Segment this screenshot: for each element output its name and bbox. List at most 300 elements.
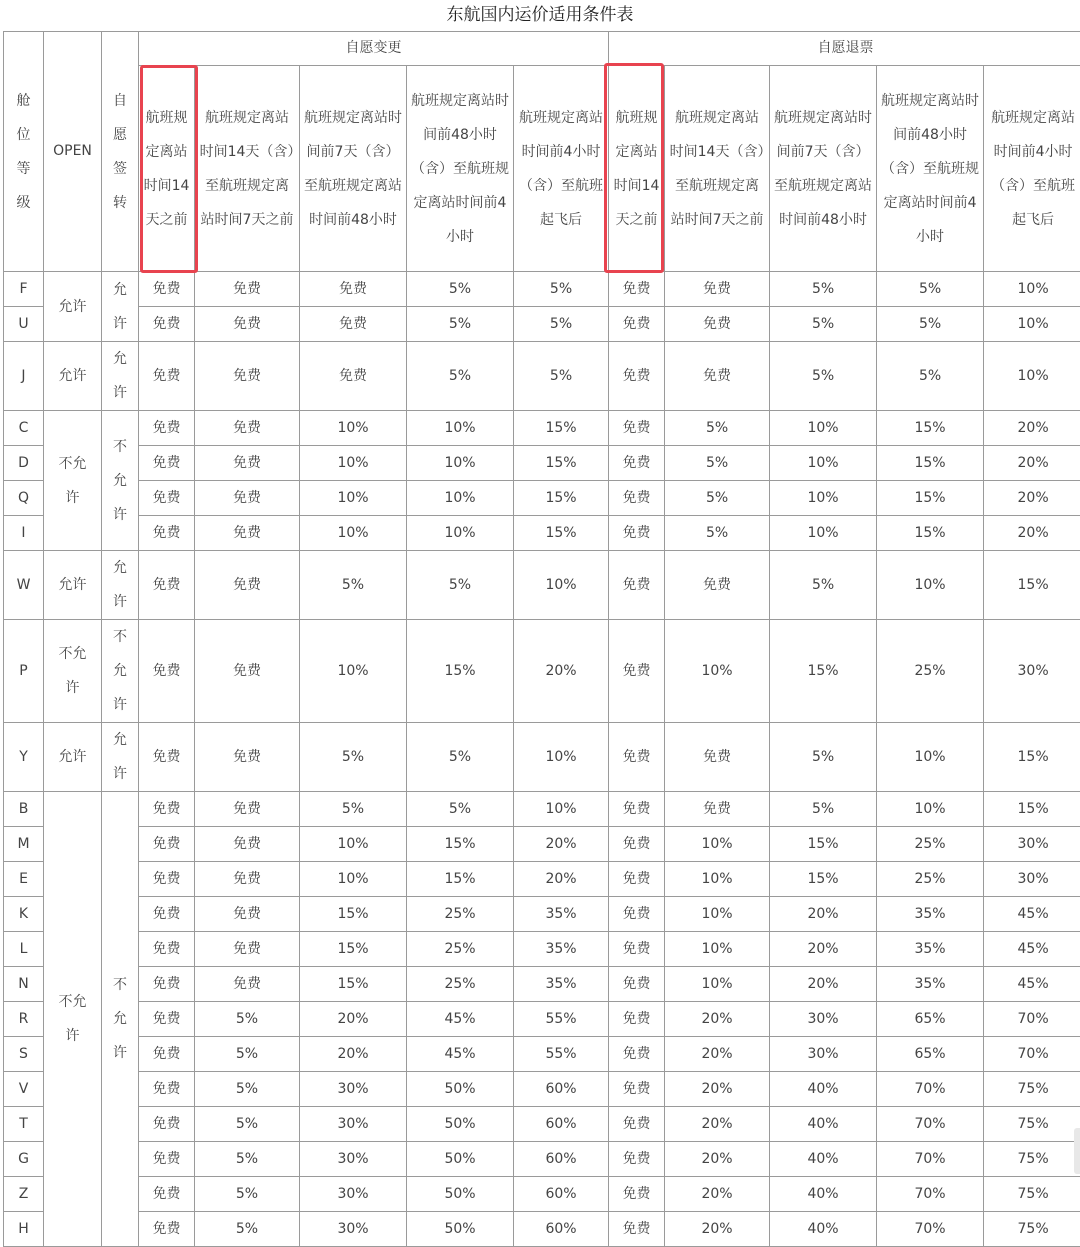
- change-fee-cell: 免费: [139, 516, 195, 551]
- refund-fee-cell: 10%: [984, 307, 1080, 342]
- change-fee-cell: 30%: [300, 1072, 407, 1107]
- cabin-cell: C: [4, 411, 44, 446]
- change-fee-cell: 50%: [407, 1072, 514, 1107]
- change-fee-cell: 10%: [407, 446, 514, 481]
- cabin-cell: J: [4, 342, 44, 411]
- change-fee-cell: 免费: [139, 792, 195, 827]
- refund-col-4: 航班规定离站时间前48小时（含）至航班规定离站时间前4小时: [877, 66, 984, 272]
- change-fee-cell: 免费: [195, 446, 300, 481]
- change-fee-cell: 15%: [514, 481, 609, 516]
- refund-fee-cell: 免费: [609, 967, 665, 1002]
- refund-fee-cell: 免费: [609, 1072, 665, 1107]
- refund-fee-cell: 75%: [984, 1142, 1080, 1177]
- refund-fee-cell: 20%: [984, 446, 1080, 481]
- refund-fee-cell: 30%: [984, 862, 1080, 897]
- refund-fee-cell: 20%: [665, 1072, 770, 1107]
- change-fee-cell: 5%: [407, 307, 514, 342]
- change-fee-cell: 10%: [514, 551, 609, 620]
- refund-fee-cell: 5%: [770, 723, 877, 792]
- change-fee-cell: 免费: [139, 620, 195, 723]
- refund-col-2: 航班规定离站时间14天（含）至航班规定离站时间7天之前: [665, 66, 770, 272]
- change-fee-cell: 5%: [514, 307, 609, 342]
- cabin-cell: G: [4, 1142, 44, 1177]
- change-fee-cell: 20%: [514, 827, 609, 862]
- header-open: OPEN: [44, 32, 102, 272]
- refund-fee-cell: 40%: [770, 1212, 877, 1247]
- change-fee-cell: 免费: [195, 932, 300, 967]
- change-fee-cell: 免费: [139, 446, 195, 481]
- refund-fee-cell: 免费: [609, 792, 665, 827]
- table-row: [4, 342, 1080, 411]
- change-fee-cell: 免费: [300, 342, 407, 411]
- refund-fee-cell: 免费: [609, 620, 665, 723]
- change-fee-cell: 5%: [300, 551, 407, 620]
- open-cell: 允许: [44, 551, 102, 620]
- change-fee-cell: 5%: [514, 342, 609, 411]
- refund-fee-cell: 免费: [609, 723, 665, 792]
- change-fee-cell: 免费: [139, 342, 195, 411]
- refund-fee-cell: 10%: [877, 792, 984, 827]
- change-fee-cell: 20%: [300, 1037, 407, 1072]
- endorse-cell: 允许: [102, 272, 139, 342]
- endorse-cell: 允许: [102, 551, 139, 620]
- refund-fee-cell: 20%: [665, 1037, 770, 1072]
- open-cell: 不允许: [44, 411, 102, 551]
- refund-fee-cell: 70%: [877, 1072, 984, 1107]
- cabin-cell: Y: [4, 723, 44, 792]
- refund-fee-cell: 45%: [984, 932, 1080, 967]
- change-fee-cell: 5%: [300, 792, 407, 827]
- change-fee-cell: 10%: [300, 516, 407, 551]
- cabin-cell: Q: [4, 481, 44, 516]
- change-fee-cell: 60%: [514, 1142, 609, 1177]
- refund-fee-cell: 65%: [877, 1002, 984, 1037]
- refund-fee-cell: 5%: [665, 446, 770, 481]
- change-fee-cell: 20%: [514, 620, 609, 723]
- refund-fee-cell: 70%: [877, 1142, 984, 1177]
- change-fee-cell: 30%: [300, 1142, 407, 1177]
- refund-col-1: 航班规定离站时间14天之前: [609, 66, 665, 272]
- refund-fee-cell: 20%: [770, 897, 877, 932]
- change-fee-cell: 15%: [514, 411, 609, 446]
- change-fee-cell: 免费: [139, 1142, 195, 1177]
- refund-fee-cell: 10%: [984, 272, 1080, 307]
- refund-col-5: 航班规定离站时间前4小时（含）至航班起飞后: [984, 66, 1080, 272]
- change-fee-cell: 免费: [139, 862, 195, 897]
- table-row: [4, 446, 1080, 481]
- change-fee-cell: 免费: [139, 1037, 195, 1072]
- change-fee-cell: 50%: [407, 1142, 514, 1177]
- change-fee-cell: 免费: [139, 551, 195, 620]
- refund-fee-cell: 免费: [609, 411, 665, 446]
- refund-fee-cell: 40%: [770, 1142, 877, 1177]
- refund-fee-cell: 30%: [984, 620, 1080, 723]
- header-endorse: 自愿签转: [102, 32, 139, 272]
- refund-fee-cell: 15%: [770, 827, 877, 862]
- table-row: [4, 862, 1080, 897]
- cabin-cell: D: [4, 446, 44, 481]
- refund-fee-cell: 免费: [609, 1177, 665, 1212]
- change-fee-cell: 免费: [195, 620, 300, 723]
- refund-fee-cell: 免费: [609, 272, 665, 307]
- refund-fee-cell: 免费: [609, 1212, 665, 1247]
- change-fee-cell: 15%: [514, 516, 609, 551]
- refund-fee-cell: 5%: [770, 792, 877, 827]
- cabin-cell: H: [4, 1212, 44, 1247]
- table-row: [4, 620, 1080, 723]
- change-fee-cell: 5%: [195, 1072, 300, 1107]
- change-fee-cell: 35%: [514, 897, 609, 932]
- change-fee-cell: 免费: [139, 967, 195, 1002]
- refund-fee-cell: 免费: [609, 1037, 665, 1072]
- change-fee-cell: 15%: [407, 862, 514, 897]
- table-row: [4, 827, 1080, 862]
- refund-fee-cell: 75%: [984, 1177, 1080, 1212]
- header-voluntary-change: 自愿变更: [139, 32, 609, 66]
- change-col-1: 航班规定离站时间14天之前: [139, 66, 195, 272]
- change-fee-cell: 50%: [407, 1212, 514, 1247]
- table-row: [4, 1142, 1080, 1177]
- cabin-cell: V: [4, 1072, 44, 1107]
- refund-fee-cell: 免费: [609, 827, 665, 862]
- change-fee-cell: 15%: [300, 967, 407, 1002]
- refund-fee-cell: 65%: [877, 1037, 984, 1072]
- table-row: [4, 1107, 1080, 1142]
- change-fee-cell: 60%: [514, 1072, 609, 1107]
- refund-fee-cell: 15%: [984, 723, 1080, 792]
- refund-fee-cell: 15%: [877, 516, 984, 551]
- change-col-3: 航班规定离站时间前7天（含）至航班规定离站时间前48小时: [300, 66, 407, 272]
- refund-fee-cell: 20%: [665, 1142, 770, 1177]
- refund-fee-cell: 25%: [877, 620, 984, 723]
- refund-fee-cell: 35%: [877, 967, 984, 1002]
- cabin-cell: S: [4, 1037, 44, 1072]
- cabin-cell: P: [4, 620, 44, 723]
- endorse-cell: 不允许: [102, 411, 139, 551]
- refund-fee-cell: 30%: [770, 1002, 877, 1037]
- endorse-cell: 允许: [102, 342, 139, 411]
- cabin-cell: I: [4, 516, 44, 551]
- change-fee-cell: 60%: [514, 1107, 609, 1142]
- change-fee-cell: 30%: [300, 1212, 407, 1247]
- refund-fee-cell: 免费: [609, 342, 665, 411]
- change-fee-cell: 35%: [514, 932, 609, 967]
- refund-fee-cell: 免费: [609, 1142, 665, 1177]
- page-title: 东航国内运价适用条件表: [0, 0, 1080, 30]
- change-fee-cell: 免费: [139, 723, 195, 792]
- endorse-cell: 不允许: [102, 620, 139, 723]
- cabin-cell: K: [4, 897, 44, 932]
- refund-fee-cell: 15%: [877, 481, 984, 516]
- refund-fee-cell: 10%: [770, 446, 877, 481]
- change-fee-cell: 15%: [407, 620, 514, 723]
- change-fee-cell: 免费: [300, 307, 407, 342]
- refund-fee-cell: 40%: [770, 1177, 877, 1212]
- change-fee-cell: 55%: [514, 1002, 609, 1037]
- change-fee-cell: 10%: [300, 827, 407, 862]
- refund-fee-cell: 20%: [984, 516, 1080, 551]
- highlight-box-refund: [604, 63, 664, 273]
- refund-col-3: 航班规定离站时间前7天（含）至航班规定离站时间前48小时: [770, 66, 877, 272]
- change-fee-cell: 45%: [407, 1037, 514, 1072]
- header-cabin: 舱位等级: [4, 32, 44, 272]
- refund-fee-cell: 5%: [770, 307, 877, 342]
- refund-fee-cell: 20%: [770, 932, 877, 967]
- change-fee-cell: 免费: [139, 272, 195, 307]
- change-fee-cell: 免费: [195, 551, 300, 620]
- table-row: [4, 1037, 1080, 1072]
- change-fee-cell: 60%: [514, 1212, 609, 1247]
- refund-fee-cell: 免费: [609, 897, 665, 932]
- change-fee-cell: 20%: [300, 1002, 407, 1037]
- table-row: [4, 1002, 1080, 1037]
- change-fee-cell: 免费: [139, 1107, 195, 1142]
- change-fee-cell: 免费: [195, 342, 300, 411]
- refund-fee-cell: 10%: [665, 897, 770, 932]
- refund-fee-cell: 30%: [984, 827, 1080, 862]
- header-voluntary-refund: 自愿退票: [609, 32, 1080, 66]
- open-cell: 不允许: [44, 620, 102, 723]
- change-fee-cell: 50%: [407, 1107, 514, 1142]
- change-fee-cell: 免费: [195, 723, 300, 792]
- open-cell: 不允许: [44, 792, 102, 1247]
- refund-fee-cell: 10%: [665, 827, 770, 862]
- change-fee-cell: 免费: [139, 307, 195, 342]
- refund-fee-cell: 45%: [984, 967, 1080, 1002]
- refund-fee-cell: 10%: [665, 967, 770, 1002]
- change-col-5: 航班规定离站时间前4小时（含）至航班起飞后: [514, 66, 609, 272]
- refund-fee-cell: 75%: [984, 1072, 1080, 1107]
- change-fee-cell: 免费: [139, 932, 195, 967]
- change-fee-cell: 免费: [139, 1177, 195, 1212]
- refund-fee-cell: 5%: [665, 481, 770, 516]
- change-fee-cell: 10%: [300, 481, 407, 516]
- change-fee-cell: 15%: [407, 827, 514, 862]
- cabin-cell: L: [4, 932, 44, 967]
- change-fee-cell: 5%: [195, 1142, 300, 1177]
- refund-fee-cell: 70%: [984, 1037, 1080, 1072]
- change-fee-cell: 5%: [195, 1177, 300, 1212]
- refund-fee-cell: 45%: [984, 897, 1080, 932]
- refund-fee-cell: 10%: [770, 481, 877, 516]
- refund-fee-cell: 免费: [609, 446, 665, 481]
- refund-fee-cell: 15%: [984, 792, 1080, 827]
- table-row: [4, 1177, 1080, 1212]
- refund-fee-cell: 免费: [665, 723, 770, 792]
- refund-fee-cell: 10%: [665, 932, 770, 967]
- change-fee-cell: 5%: [195, 1037, 300, 1072]
- change-fee-cell: 45%: [407, 1002, 514, 1037]
- change-fee-cell: 免费: [195, 862, 300, 897]
- change-fee-cell: 免费: [139, 481, 195, 516]
- refund-fee-cell: 5%: [877, 272, 984, 307]
- change-fee-cell: 30%: [300, 1107, 407, 1142]
- refund-fee-cell: 20%: [984, 411, 1080, 446]
- refund-fee-cell: 70%: [877, 1177, 984, 1212]
- refund-fee-cell: 15%: [984, 551, 1080, 620]
- change-fee-cell: 35%: [514, 967, 609, 1002]
- refund-fee-cell: 免费: [609, 1107, 665, 1142]
- refund-fee-cell: 70%: [877, 1107, 984, 1142]
- change-fee-cell: 免费: [195, 481, 300, 516]
- refund-fee-cell: 20%: [665, 1107, 770, 1142]
- refund-fee-cell: 10%: [984, 342, 1080, 411]
- refund-fee-cell: 免费: [665, 307, 770, 342]
- change-fee-cell: 25%: [407, 932, 514, 967]
- scrollbar-thumb[interactable]: [1074, 1128, 1080, 1174]
- refund-fee-cell: 10%: [770, 411, 877, 446]
- table-row: [4, 932, 1080, 967]
- refund-fee-cell: 10%: [877, 723, 984, 792]
- change-fee-cell: 10%: [300, 411, 407, 446]
- open-cell: 允许: [44, 723, 102, 792]
- change-fee-cell: 5%: [195, 1107, 300, 1142]
- change-fee-cell: 15%: [514, 446, 609, 481]
- change-fee-cell: 20%: [514, 862, 609, 897]
- cabin-cell: Z: [4, 1177, 44, 1212]
- change-fee-cell: 免费: [195, 897, 300, 932]
- refund-fee-cell: 20%: [665, 1177, 770, 1212]
- change-fee-cell: 5%: [407, 272, 514, 307]
- refund-fee-cell: 5%: [770, 551, 877, 620]
- refund-fee-cell: 70%: [877, 1212, 984, 1247]
- change-fee-cell: 30%: [300, 1177, 407, 1212]
- change-fee-cell: 免费: [139, 1072, 195, 1107]
- refund-fee-cell: 免费: [665, 792, 770, 827]
- change-fee-cell: 10%: [300, 862, 407, 897]
- highlight-box-change: [140, 65, 198, 273]
- change-fee-cell: 10%: [407, 516, 514, 551]
- refund-fee-cell: 70%: [984, 1002, 1080, 1037]
- change-fee-cell: 50%: [407, 1177, 514, 1212]
- cabin-cell: T: [4, 1107, 44, 1142]
- change-fee-cell: 免费: [139, 1212, 195, 1247]
- refund-fee-cell: 5%: [665, 516, 770, 551]
- change-fee-cell: 25%: [407, 967, 514, 1002]
- change-fee-cell: 10%: [514, 723, 609, 792]
- refund-fee-cell: 免费: [609, 551, 665, 620]
- refund-fee-cell: 20%: [665, 1002, 770, 1037]
- change-fee-cell: 5%: [195, 1212, 300, 1247]
- refund-fee-cell: 免费: [609, 481, 665, 516]
- table-row: [4, 307, 1080, 342]
- refund-fee-cell: 25%: [877, 827, 984, 862]
- refund-fee-cell: 10%: [665, 862, 770, 897]
- refund-fee-cell: 25%: [877, 862, 984, 897]
- refund-fee-cell: 75%: [984, 1107, 1080, 1142]
- cabin-cell: M: [4, 827, 44, 862]
- table-row: [4, 723, 1080, 792]
- cabin-cell: W: [4, 551, 44, 620]
- refund-fee-cell: 免费: [609, 932, 665, 967]
- refund-fee-cell: 75%: [984, 1212, 1080, 1247]
- change-fee-cell: 5%: [407, 792, 514, 827]
- refund-fee-cell: 30%: [770, 1037, 877, 1072]
- refund-fee-cell: 5%: [770, 342, 877, 411]
- change-fee-cell: 免费: [195, 516, 300, 551]
- table-row: [4, 272, 1080, 307]
- change-fee-cell: 免费: [139, 411, 195, 446]
- refund-fee-cell: 免费: [665, 551, 770, 620]
- change-fee-cell: 60%: [514, 1177, 609, 1212]
- endorse-cell: 允许: [102, 723, 139, 792]
- cabin-cell: R: [4, 1002, 44, 1037]
- change-fee-cell: 5%: [195, 1002, 300, 1037]
- refund-fee-cell: 20%: [665, 1212, 770, 1247]
- change-fee-cell: 15%: [300, 932, 407, 967]
- refund-fee-cell: 15%: [877, 411, 984, 446]
- change-fee-cell: 免费: [195, 307, 300, 342]
- refund-fee-cell: 5%: [770, 272, 877, 307]
- change-fee-cell: 10%: [300, 446, 407, 481]
- refund-fee-cell: 40%: [770, 1107, 877, 1142]
- refund-fee-cell: 40%: [770, 1072, 877, 1107]
- refund-fee-cell: 15%: [770, 862, 877, 897]
- table-row: [4, 551, 1080, 620]
- change-fee-cell: 5%: [407, 342, 514, 411]
- change-fee-cell: 15%: [300, 897, 407, 932]
- change-col-4: 航班规定离站时间前48小时（含）至航班规定离站时间前4小时: [407, 66, 514, 272]
- refund-fee-cell: 10%: [665, 620, 770, 723]
- table-row: [4, 1072, 1080, 1107]
- change-fee-cell: 免费: [139, 827, 195, 862]
- change-fee-cell: 免费: [139, 897, 195, 932]
- change-fee-cell: 25%: [407, 897, 514, 932]
- change-fee-cell: 免费: [195, 411, 300, 446]
- table-row: [4, 1212, 1080, 1247]
- change-fee-cell: 5%: [407, 723, 514, 792]
- change-fee-cell: 10%: [514, 792, 609, 827]
- cabin-cell: F: [4, 272, 44, 307]
- refund-fee-cell: 免费: [609, 862, 665, 897]
- refund-fee-cell: 35%: [877, 932, 984, 967]
- cabin-cell: E: [4, 862, 44, 897]
- change-fee-cell: 免费: [300, 272, 407, 307]
- refund-fee-cell: 20%: [984, 481, 1080, 516]
- change-fee-cell: 10%: [407, 481, 514, 516]
- change-fee-cell: 10%: [407, 411, 514, 446]
- table-row: [4, 411, 1080, 446]
- refund-fee-cell: 10%: [770, 516, 877, 551]
- change-fee-cell: 5%: [300, 723, 407, 792]
- change-fee-cell: 免费: [195, 792, 300, 827]
- cabin-cell: B: [4, 792, 44, 827]
- open-cell: 允许: [44, 342, 102, 411]
- cabin-cell: U: [4, 307, 44, 342]
- table-row: [4, 792, 1080, 827]
- refund-fee-cell: 35%: [877, 897, 984, 932]
- open-cell: 允许: [44, 272, 102, 342]
- refund-fee-cell: 免费: [665, 272, 770, 307]
- cabin-cell: N: [4, 967, 44, 1002]
- refund-fee-cell: 5%: [665, 411, 770, 446]
- change-fee-cell: 免费: [195, 827, 300, 862]
- refund-fee-cell: 10%: [877, 551, 984, 620]
- table-row: [4, 481, 1080, 516]
- change-fee-cell: 5%: [514, 272, 609, 307]
- change-fee-cell: 10%: [300, 620, 407, 723]
- change-col-2: 航班规定离站时间14天（含）至航班规定离站时间7天之前: [195, 66, 300, 272]
- refund-fee-cell: 15%: [770, 620, 877, 723]
- table-row: [4, 897, 1080, 932]
- refund-fee-cell: 免费: [609, 1002, 665, 1037]
- refund-fee-cell: 免费: [609, 516, 665, 551]
- table-row: [4, 967, 1080, 1002]
- change-fee-cell: 免费: [195, 272, 300, 307]
- change-fee-cell: 免费: [139, 1002, 195, 1037]
- refund-fee-cell: 20%: [770, 967, 877, 1002]
- refund-fee-cell: 15%: [877, 446, 984, 481]
